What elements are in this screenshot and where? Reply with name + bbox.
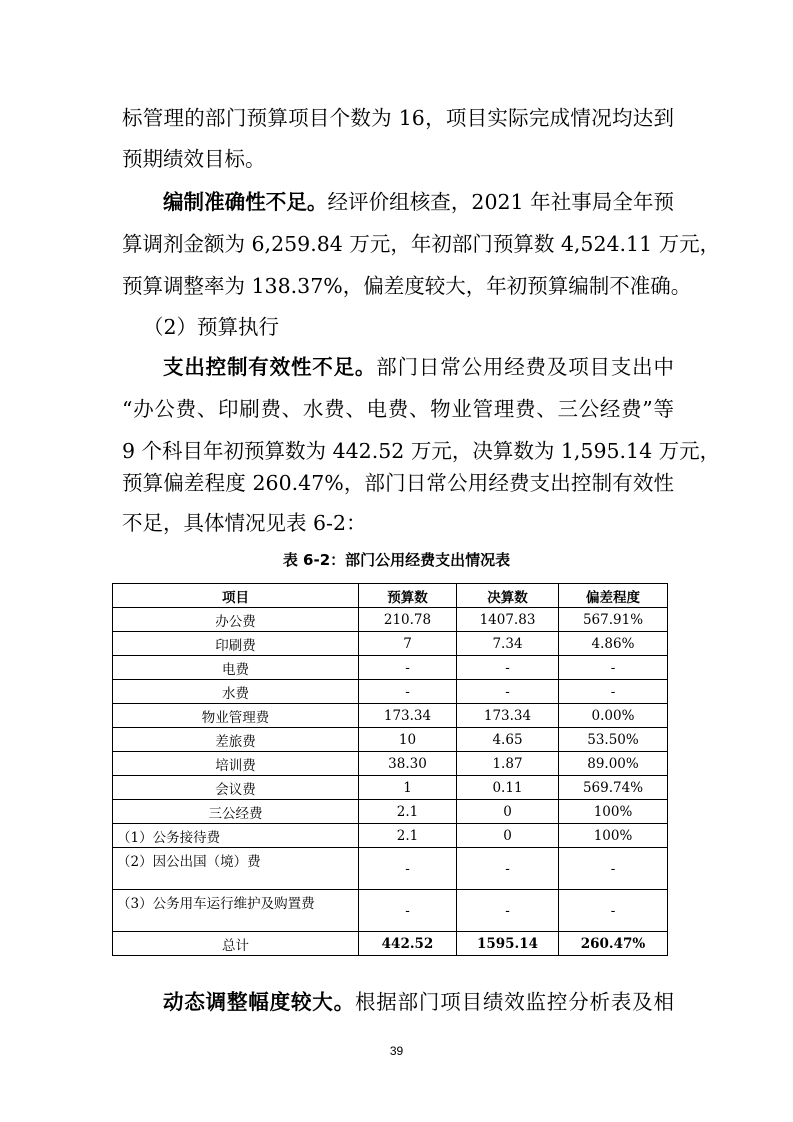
cell-final: 4.65 [457,728,559,752]
cell-item: 电费 [113,656,359,680]
table-caption: 表 6-2：部门公用经费支出情况表 [282,551,511,569]
total-budget: 442.52 [359,932,457,956]
p4-heading: 动态调整幅度较大。 [163,990,355,1014]
cell-budget: 1 [359,776,457,800]
table-row [113,848,668,890]
table-row [113,656,668,680]
table-row [113,632,668,656]
table-row [113,776,668,800]
p3-line1 [163,353,674,381]
cell-item: 差旅费 [113,728,359,752]
cell-item: 办公费 [113,608,359,632]
total-final: 1595.14 [457,932,559,956]
cell-deviation: - [559,890,668,932]
cell-deviation: 100% [559,824,668,848]
table-row [113,704,668,728]
cell-item: 培训费 [113,752,359,776]
cell-deviation: 4.86% [559,632,668,656]
cell-deviation: 567.91% [559,608,668,632]
cell-budget: - [359,848,457,890]
table-total-row [113,932,668,956]
p2-line2: 算调剂金额为 6,259.84 万元，年初部门预算数 4,524.11 万元， [122,232,721,256]
p3-line4: 预算偏差程度 260.47%，部门日常公用经费支出控制有效性 [122,471,674,495]
header-item: 项目 [113,584,359,608]
p3-heading: 支出控制有效性不足。 [163,355,377,379]
cell-budget: - [359,890,457,932]
p3-line3: 9 个科目年初预算数为 442.52 万元，决算数为 1,595.14 万元， [122,439,721,463]
cell-deviation: 53.50% [559,728,668,752]
total-deviation: 260.47% [559,932,668,956]
cell-deviation: - [559,656,668,680]
cell-budget: 10 [359,728,457,752]
p3-line5: 不足，具体情况见表 6-2： [122,511,367,535]
cell-deviation: 569.74% [559,776,668,800]
cell-budget: - [359,680,457,704]
p3-line2: “办公费、印刷费、水费、电费、物业管理费、三公经费”等 [122,397,674,421]
cell-final: 1.87 [457,752,559,776]
cell-budget: 210.78 [359,608,457,632]
cell-budget: 2.1 [359,824,457,848]
cell-final: 0 [457,800,559,824]
p1-line1: 标管理的部门预算项目个数为 16，项目实际完成情况均达到 [122,106,674,130]
p2-heading: 编制准确性不足。 [163,190,328,214]
cell-final: 0.11 [457,776,559,800]
cell-budget: - [359,656,457,680]
p2-line1-text: 经评价组核查，2021 年社事局全年预 [327,190,675,214]
table-row [113,608,668,632]
cell-deviation: 0.00% [559,704,668,728]
total-label: 总计 [113,932,359,956]
cell-item: 三公经费 [113,800,359,824]
cell-final: - [457,848,559,890]
table-row [113,890,668,932]
cell-final: - [457,890,559,932]
cell-budget: 38.30 [359,752,457,776]
cell-deviation: 89.00% [559,752,668,776]
header-deviation: 偏差程度 [559,584,668,608]
table-row [113,800,668,824]
cell-final: 0 [457,824,559,848]
cell-deviation: 100% [559,800,668,824]
table-row [113,728,668,752]
cell-item: （3）公务用车运行维护及购置费 [113,890,359,932]
expense-table [112,583,668,956]
cell-item: （1）公务接待费 [113,824,359,848]
table-row [113,824,668,848]
cell-item: （2）因公出国（境）费 [113,848,359,890]
cell-budget: 7 [359,632,457,656]
cell-item: 水费 [113,680,359,704]
cell-final: - [457,656,559,680]
p4-line1-text: 根据部门项目绩效监控分析表及相 [354,990,675,1014]
cell-final: 1407.83 [457,608,559,632]
p1-line2: 预期绩效目标。 [122,147,266,171]
cell-budget: 173.34 [359,704,457,728]
p3-line1-text: 部门日常公用经费及项目支出中 [376,355,675,379]
p2-line1 [163,188,674,216]
cell-item: 会议费 [113,776,359,800]
cell-final: - [457,680,559,704]
cell-deviation: - [559,680,668,704]
cell-final: 7.34 [457,632,559,656]
table-row [113,752,668,776]
page-number: 39 [389,1044,404,1058]
p2-line3: 预算调整率为 138.37%，偏差度较大，年初预算编制不准确。 [122,274,692,298]
table-row [113,680,668,704]
cell-item: 印刷费 [113,632,359,656]
cell-deviation: - [559,848,668,890]
cell-budget: 2.1 [359,800,457,824]
header-final: 决算数 [457,584,559,608]
header-budget: 预算数 [359,584,457,608]
section-heading: （2）预算执行 [143,315,280,339]
p4-line1 [163,988,674,1016]
table-header-row [113,584,668,608]
cell-item: 物业管理费 [113,704,359,728]
cell-final: 173.34 [457,704,559,728]
